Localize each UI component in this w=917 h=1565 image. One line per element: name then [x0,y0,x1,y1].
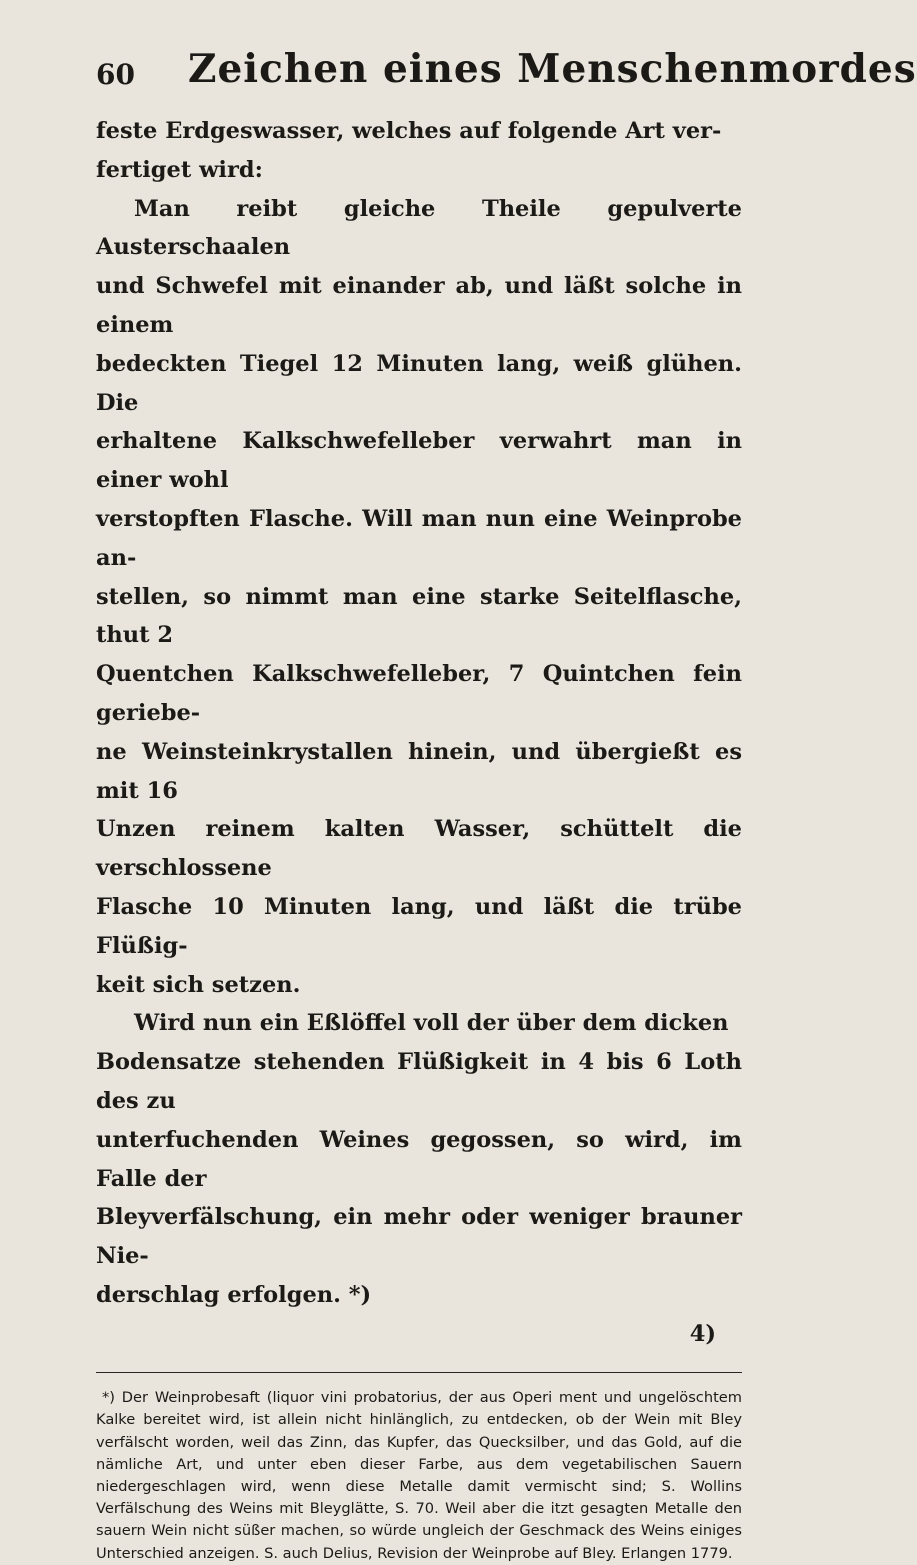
footnote-divider [96,1372,742,1373]
text-line: Wird nun ein Eßlöffel voll der über dem dicken [134,1010,729,1037]
text-line: unterfuchenden Weines gegossen, so wird, im Falle der [96,1126,742,1192]
text-line: derschlag erfolgen. *) [96,1281,372,1308]
text-line: feste Erdgeswasser, welches auf folgende Art ver- [96,118,722,144]
text-line: Bleyverfälschung, ein mehr oder weniger brauner Nie- [96,1204,742,1270]
running-head: Zeichen eines Menschenmordes [188,46,917,92]
text-line: keit sich setzen. [96,971,301,998]
text-line: fertiget wird: [96,156,263,183]
text-line: ne Weinsteinkrystallen hinein, und übergießt es mit 16 [96,738,742,804]
page-header [96,0,917,112]
text-line: Quentchen Kalkschwefelleber, 7 Quintchen fein geriebe- [96,661,742,726]
page-number: 60 [96,58,135,91]
text-line: Bodensatze stehenden Flüßigkeit in 4 bis 6 Loth des zu [96,1049,742,1114]
text-line: verstopften Flasche. Will man nun eine Weinprobe an- [96,505,742,571]
footnote: *) Der Weinprobesaft (liquor vini probatorius, der aus Operi ment und ungelöschtem Kalke bereitet wird, ist allein nicht hinlänglich, zu entdecken, ob der Wein mit Bley verfälscht worden, weil das Zinn, das Kupfer, das Quecksilber, und das Gold, auf die nämliche Art, und unter eben dieser Farbe, aus dem vegetabilischen Sauern niedergeschlagen wird, wenn diese Metalle damit vermischt sind; S. Wollins Verfälschung des Weins mit Bleyglätte, S. 70. Weil aber die itzt gesagten Metalle den sauern Wein nicht süßer machen, so würde ungleich der Geschmack des Weins einiges Unterschied anzeigen. S. auch Delius, Revision der Weinprobe auf Bley. Erlangen 1779. [96,1389,742,1562]
text-line: stellen, so nimmt man eine starke Seitelflasche, thut 2 [96,583,742,649]
catchword: 4) [689,1320,716,1347]
text-line: Flasche 10 Minuten lang, und läßt die trübe Flüßig- [96,893,742,959]
text-line: und Schwefel mit einander ab, und läßt solche in einem [96,273,742,338]
main-text [96,112,742,1354]
text-line: Unzen reinem kalten Wasser, schüttelt die verschlossene [96,816,742,882]
text-line: erhaltene Kalkschwefelleber verwahrt man in einer wohl [96,428,742,494]
text-line: Man reibt gleiche Theile gepulverte Austerschaalen [96,195,742,261]
text-line: bedeckten Tiegel 12 Minuten lang, weiß glühen. Die [96,350,742,416]
